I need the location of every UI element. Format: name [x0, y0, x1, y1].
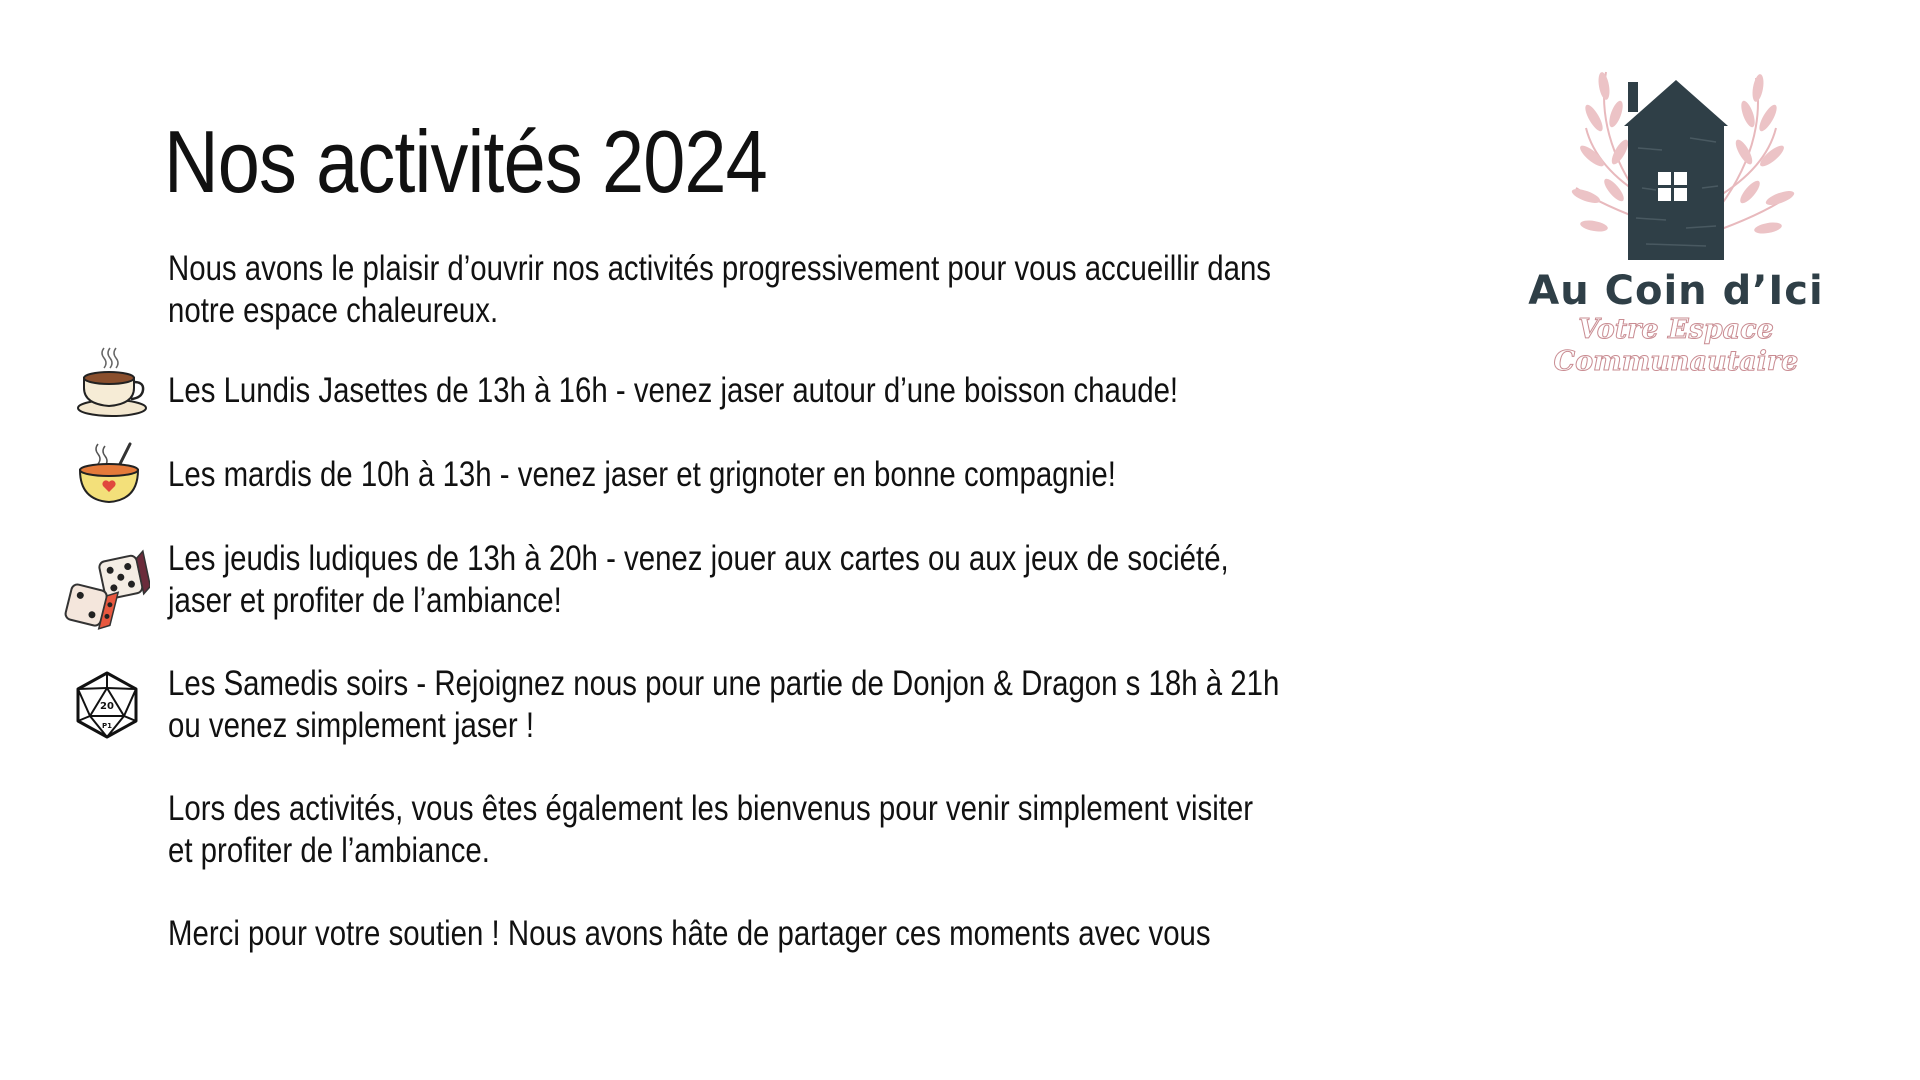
activity-line: Les jeudis ludiques de 13h à 20h - venez jouer aux cartes ou aux jeux de société, — [168, 539, 1229, 578]
activity-line: Les mardis de 10h à 13h - venez jaser et grignoter en bonne compagnie! — [168, 455, 1116, 494]
logo-name: Au Coin d’Ici — [1528, 268, 1824, 314]
activity-monday — [168, 370, 1369, 412]
activity-line: Les Samedis soirs - Rejoignez nous pour une partie de Donjon & Dragon s 18h à 21h — [168, 664, 1280, 703]
logo — [1466, 68, 1886, 377]
activity-line: ou venez simplement jaser ! — [168, 706, 535, 745]
page-title: Nos activités 2024 — [164, 112, 767, 211]
intro-line: Nous avons le plaisir d’ouvrir nos activités progressivement pour vous accueillir dans — [168, 249, 1272, 288]
coffee-cup-icon — [72, 344, 148, 420]
d20-icon — [74, 670, 140, 740]
soup-bowl-icon — [74, 440, 144, 510]
note-line: et profiter de l’ambiance. — [168, 831, 490, 870]
intro-paragraph — [168, 248, 1369, 332]
activity-line: Les Lundis Jasettes de 13h à 16h - venez jaser autour d’une boisson chaude! — [168, 371, 1179, 410]
closing-paragraph — [168, 913, 1369, 955]
activity-saturday — [168, 663, 1369, 747]
activity-tuesday — [168, 454, 1369, 496]
intro-line: notre espace chaleureux. — [168, 291, 499, 330]
activity-thursday — [168, 538, 1369, 622]
note-paragraph — [168, 788, 1369, 872]
activity-line: jaser et profiter de l’ambiance! — [168, 581, 562, 620]
closing-line: Merci pour votre soutien ! Nous avons hâte de partager ces moments avec vous — [168, 914, 1211, 953]
d20-top-label: 20 — [100, 701, 114, 712]
d20-bottom-label: P1 — [101, 722, 113, 730]
note-line: Lors des activités, vous êtes également les bienvenus pour venir simplement visiter — [168, 789, 1254, 828]
dice-icon — [60, 548, 150, 630]
logo-tagline: Votre Espace Communautaire — [1553, 314, 1799, 377]
